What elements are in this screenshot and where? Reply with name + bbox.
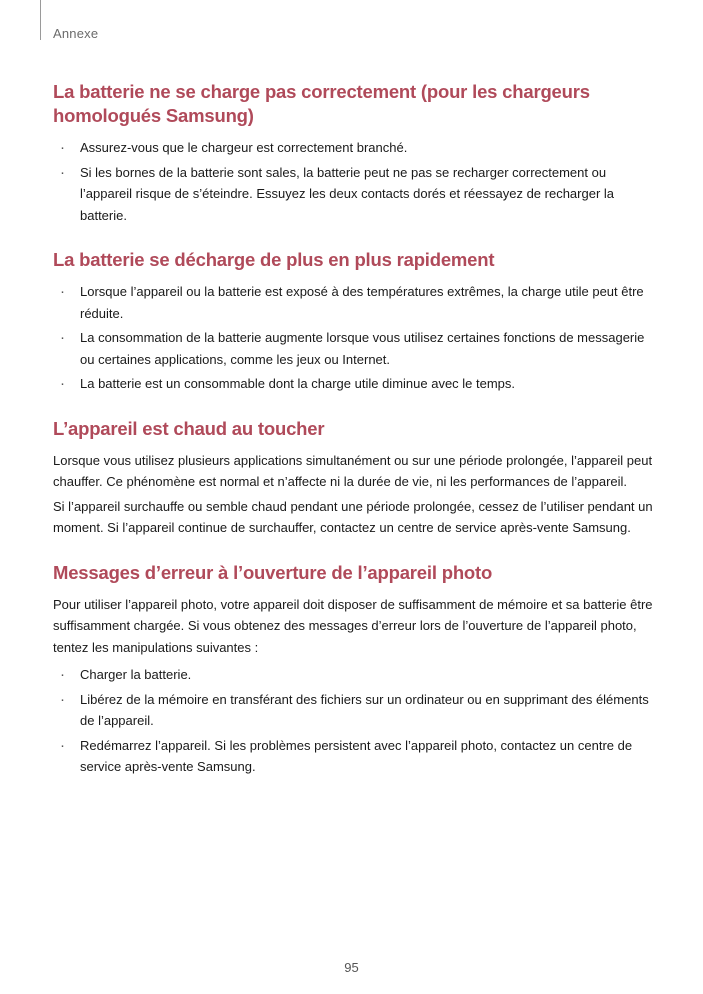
bullet-item: · Libérez de la mémoire en transférant des fichiers sur un ordinateur ou en supprimant des éléments de l’appareil. bbox=[53, 689, 653, 732]
section-title: La batterie se décharge de plus en plus rapidement bbox=[53, 249, 495, 270]
bullet-list bbox=[53, 137, 653, 226]
section-camera-errors bbox=[53, 561, 653, 778]
page-number: 95 bbox=[344, 960, 359, 975]
bullet-item: · Charger la batterie. bbox=[53, 664, 653, 686]
bullet-item: · Assurez-vous que le chargeur est correctement branché. bbox=[53, 137, 653, 159]
section-battery-not-charging bbox=[53, 80, 653, 226]
bullet-list bbox=[53, 664, 653, 778]
bullet-item: · Si les bornes de la batterie sont sales, la batterie peut ne pas se recharger correctement ou l’appareil risque de s’éteindre. Essuyez les deux contacts dorés et réessayez de recharger la batterie. bbox=[53, 162, 653, 227]
paragraph: Lorsque vous utilisez plusieurs applications simultanément ou sur une période prolongée, l’appareil peut chauffer. Ce phénomène est normal et n’affecte ni la durée de vie, ni les performances de l’appareil. bbox=[53, 452, 653, 489]
bullet-list bbox=[53, 281, 653, 395]
paragraph: Si l’appareil surchauffe ou semble chaud pendant une période prolongée, cessez de l’utiliser pendant un moment. Si l’appareil continue de surchauffer, contactez un centre de service après-vente Samsung. bbox=[53, 498, 653, 535]
bullet-item: · La consommation de la batterie augmente lorsque vous utilisez certaines fonctions de messagerie ou certaines applications, comme les jeux ou Internet. bbox=[53, 327, 653, 370]
section-title: La batterie ne se charge pas correctement (pour les chargeurs homologués Samsung) bbox=[53, 81, 590, 126]
bullet-item: · La batterie est un consommable dont la charge utile diminue avec le temps. bbox=[53, 373, 653, 395]
header-rule bbox=[40, 0, 41, 40]
paragraph: Pour utiliser l’appareil photo, votre appareil doit disposer de suffisamment de mémoire et sa batterie être suffisamment chargée. Si vous obtenez des messages d’erreur lors de l’ouverture de l’appareil photo, tentez les manipulations suivantes : bbox=[53, 596, 653, 655]
running-header: Annexe bbox=[53, 26, 99, 41]
page-content bbox=[53, 80, 653, 800]
section-title: L’appareil est chaud au toucher bbox=[53, 417, 325, 439]
section-battery-draining bbox=[53, 248, 653, 395]
section-device-hot bbox=[53, 417, 653, 539]
bullet-item: · Lorsque l’appareil ou la batterie est exposé à des températures extrêmes, la charge utile peut être réduite. bbox=[53, 281, 653, 324]
bullet-item: · Redémarrez l’appareil. Si les problèmes persistent avec l’appareil photo, contactez un centre de service après-vente Samsung. bbox=[53, 735, 653, 778]
section-title: Messages d’erreur à l’ouverture de l’appareil photo bbox=[53, 561, 493, 583]
